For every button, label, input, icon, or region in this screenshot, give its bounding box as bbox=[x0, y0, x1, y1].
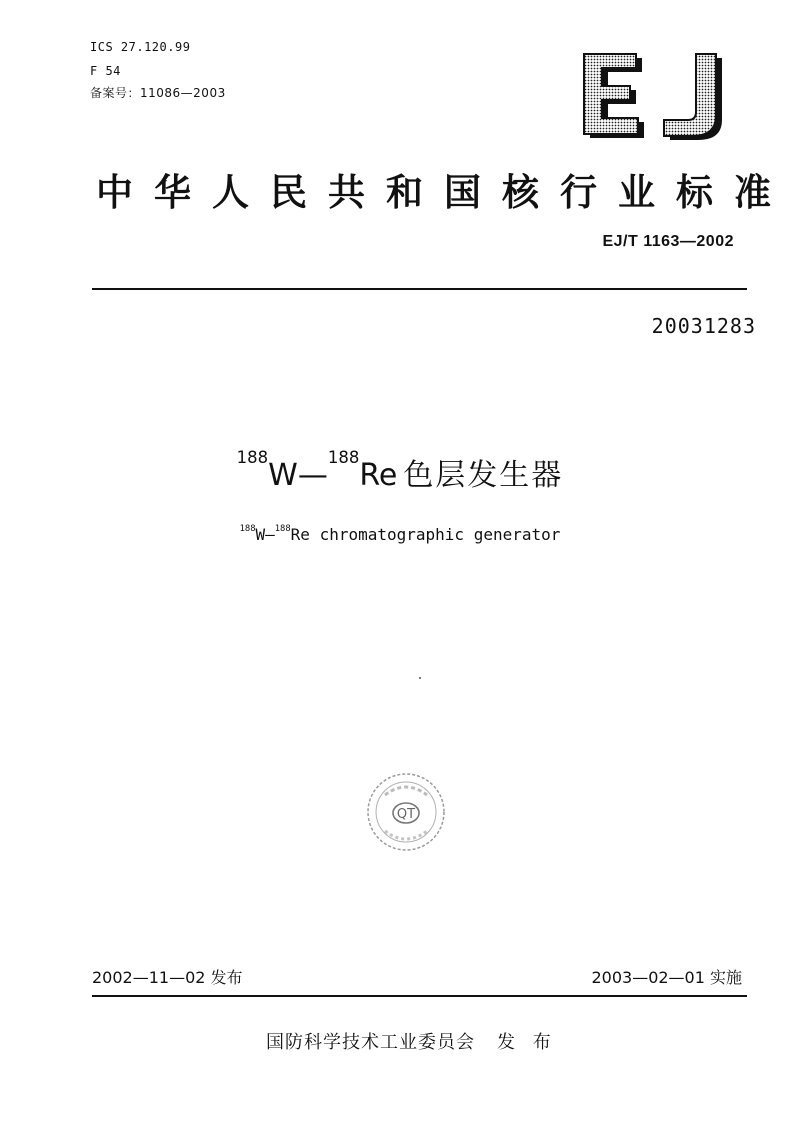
mass-number-re-en: 188 bbox=[274, 523, 291, 534]
filing-number: 备案号：11086—2003 bbox=[90, 86, 226, 100]
mass-number-w-en: 188 bbox=[239, 523, 256, 534]
speck bbox=[419, 677, 421, 679]
title-english-text: chromatographic generator bbox=[319, 525, 561, 544]
seal-center-text: QT bbox=[396, 807, 416, 822]
element-w: W— bbox=[268, 458, 328, 493]
mass-number-re: 188 bbox=[327, 447, 360, 467]
title-chinese bbox=[0, 447, 800, 494]
implementation-date: 2003—02—01 实施 bbox=[591, 968, 742, 987]
title-english bbox=[0, 525, 800, 544]
ics-code: ICS 27.120.99 bbox=[90, 40, 191, 54]
mass-number-w: 188 bbox=[236, 447, 269, 467]
element-w-en: W— bbox=[255, 525, 275, 544]
library-seal-icon bbox=[365, 771, 447, 853]
ej-logo-icon bbox=[578, 52, 738, 144]
top-divider bbox=[92, 288, 747, 290]
publisher-action: 发 布 bbox=[497, 1032, 557, 1053]
issue-date: 2002—11—02 发布 bbox=[92, 968, 243, 987]
publisher-name: 国防科学技术工业委员会 bbox=[266, 1032, 475, 1053]
standard-number: EJ/T 1163—2002 bbox=[602, 233, 734, 250]
issuing-body-title: 中华人民共和国核行业标准 bbox=[96, 171, 792, 214]
title-chinese-text: 色层发生器 bbox=[403, 458, 564, 493]
stamp-number: 20031283 bbox=[651, 314, 756, 338]
element-re-en: Re bbox=[290, 525, 310, 544]
classification-code: F 54 bbox=[90, 64, 121, 78]
publisher bbox=[266, 1028, 557, 1054]
bottom-divider bbox=[92, 995, 747, 997]
element-re: Re bbox=[359, 458, 398, 493]
